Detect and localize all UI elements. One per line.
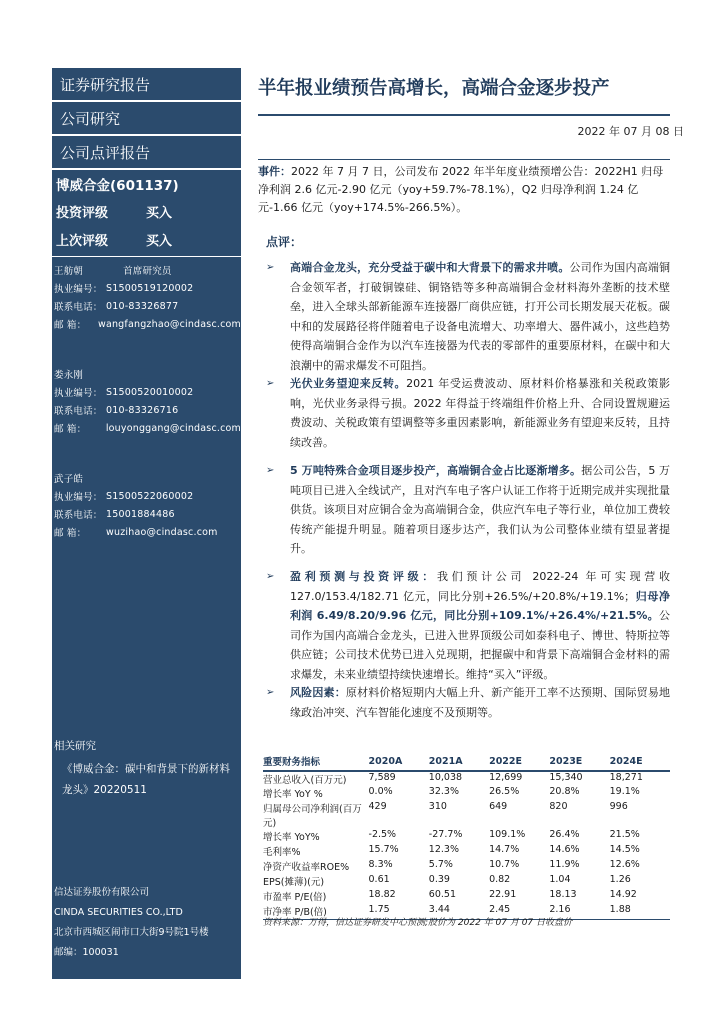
phone-label: 联系电话： — [54, 510, 103, 521]
prev-rating-value: 买入 — [146, 233, 173, 249]
bullet-text: 2021 年受运费波动、原材料价格暴涨和关税政策影响，光伏业务录得亏损。2022 年得益于终端组件价格上升、合同设置规避运费波动、关税政策有望调整等多重因素影响，新能源业务有望迎来反转，且持续改善。 — [290, 377, 670, 449]
arrow-bullet-icon: ➢ — [266, 262, 275, 273]
license-label: 执业编号： — [54, 388, 103, 399]
table-cell: 996 — [609, 801, 628, 812]
bullet-point — [266, 567, 670, 684]
report-type: 证券研究报告 — [52, 68, 241, 102]
table-cell: 1.26 — [609, 874, 631, 885]
title-divider — [258, 114, 670, 116]
table-header-row — [263, 752, 670, 771]
firm-zip: 邮编：100031 — [54, 947, 119, 958]
analyst-block — [52, 365, 241, 437]
analyst-name: 武子皓 — [54, 474, 84, 485]
column-header: 2022E — [489, 752, 549, 771]
table-row — [263, 874, 670, 889]
table-cell: 12,699 — [489, 772, 523, 783]
bullet-point — [266, 374, 670, 452]
arrow-bullet-icon: ➢ — [266, 687, 275, 698]
analyst-name: 王舫朝 — [54, 266, 84, 277]
rating-label: 投资评级 — [56, 205, 109, 221]
email-label: 邮 箱： — [54, 528, 87, 539]
analyst-phone: 010-83326877 — [106, 300, 179, 312]
analyst-license: S1500519120002 — [106, 282, 194, 294]
rating-value: 买入 — [146, 205, 173, 221]
event-label: 事件： — [258, 165, 291, 178]
comments-label: 点评： — [266, 235, 303, 249]
event-paragraph — [258, 163, 670, 217]
table-cell: 11.9% — [549, 859, 580, 870]
event-divider — [258, 159, 670, 160]
table-cell: 20.8% — [549, 786, 580, 797]
table-cell: 12.6% — [609, 859, 640, 870]
table-cell: -27.7% — [428, 829, 463, 840]
table-row — [263, 844, 670, 859]
bullet-point — [266, 683, 670, 722]
table-row — [263, 859, 670, 874]
table-cell: 649 — [489, 801, 508, 812]
analyst-email[interactable]: wuzihao@cindasc.com — [106, 526, 218, 538]
bullet-highlight: 5 万吨特殊合金项目逐步投产，高端铜合金占比逐渐增多。 — [290, 464, 582, 477]
license-label: 执业编号： — [54, 492, 103, 503]
column-header: 重要财务指标 — [263, 752, 369, 771]
table-cell: 8.3% — [368, 859, 393, 870]
analyst-name: 娄永刚 — [54, 370, 84, 381]
table-row — [263, 829, 670, 844]
table-cell: 820 — [549, 801, 568, 812]
table-cell: EPS(摊薄)(元) — [263, 877, 325, 888]
bullet-text: 据公司公告，5 万吨项目已进入全线试产，且对汽车电子客户认证工作将于近期完成并实现批量供货。该项目对应铜合金为高端铜合金，供应汽车电子等行业，单位加工费较传统产能提升明显。随着项目逐步达产，我们认为公司整体业绩有望显著提升。 — [290, 464, 671, 555]
analyst-license: S1500522060002 — [106, 490, 194, 502]
report-category: 公司研究 — [52, 102, 241, 136]
table-cell: 市净率 P/B(倍) — [263, 904, 369, 919]
bullet-text: 公司作为国内高端合金龙头，已进入世界顶级公司如泰科电子、博世、特斯拉等供应链；公司技术优势已进入兑现期，把握碳中和背景下高端铜合金材料的需求爆发，未来业绩望持续快速增长。维持“买入”评级。 — [290, 609, 670, 681]
analyst-license: S1500520010002 — [106, 386, 194, 398]
license-label: 执业编号： — [54, 284, 103, 295]
phone-label: 联系电话： — [54, 302, 103, 313]
report-subcategory: 公司点评报告 — [52, 136, 241, 170]
table-cell: 营业总收入(百万元) — [263, 775, 347, 786]
table-cell: 26.5% — [489, 786, 520, 797]
table-cell: 0.61 — [368, 874, 390, 885]
column-header: 2021A — [429, 752, 489, 771]
analyst-phone: 15001884486 — [106, 508, 175, 520]
bullet-point — [266, 461, 670, 559]
table-cell: 2.16 — [549, 904, 609, 919]
table-cell: 26.4% — [549, 829, 580, 840]
table-cell: 14.92 — [609, 889, 637, 900]
bullet-highlight: 归母净利润 6.49/8.20/9.96 亿元，同比分别+109.1%/+26.4%/+21.5%。 — [290, 589, 671, 622]
prev-rating-label: 上次评级 — [56, 233, 109, 249]
table-cell: 14.6% — [549, 844, 580, 855]
column-header: 2023E — [549, 752, 609, 771]
table-cell: 2.45 — [489, 904, 549, 919]
table-cell: 1.88 — [610, 904, 670, 919]
analyst-block — [52, 469, 241, 541]
table-cell: 净资产收益率ROE% — [263, 862, 350, 873]
table-row — [263, 786, 670, 801]
table-row — [263, 801, 670, 829]
table-cell: 归属母公司净利润(百万元) — [263, 804, 362, 829]
table-cell: 0.0% — [368, 786, 393, 797]
table-cell: 12.3% — [428, 844, 459, 855]
bullet-text: 公司作为国内高端铜合金领军者，打破铜镍硅、铜铬锆等多种高端铜合金材料海外垄断的技术壁垒，进入全球头部新能源车连接器厂商供应链，打开公司长期发展天花板。碳中和的发展路径将伴随着电子设备电流增大、功率增大、器件减小，这些趋势使得高端铜合金作为以汽车连接器为代表的零部件的重要原材料，在碳中和大浪潮中的需求爆发不可阻挡。 — [290, 261, 671, 372]
table-cell: 22.91 — [489, 889, 517, 900]
event-text: 2022 年 7 月 7 日，公司发布 2022 年半年度业绩预增公告：2022H1 归母净利润 2.6 亿元-2.90 亿元（yoy+59.7%-78.1%），Q2 归母净利润 1.24 亿元-1.66 亿元（yoy+174.5%-266.5%）。 — [258, 165, 664, 214]
table-cell: 18.13 — [549, 889, 577, 900]
financial-table — [263, 752, 670, 920]
sidebar-divider — [52, 256, 241, 257]
table-cell: 增长率 YoY % — [263, 789, 323, 800]
report-date: 2022 年 07 月 08 日 — [577, 125, 684, 138]
sidebar — [52, 68, 241, 979]
bullet-text: 原材料价格短期内大幅上升、新产能开工率不达预期、国际贸易地缘政治冲突、汽车智能化速度不及预期等。 — [290, 686, 671, 719]
column-header: 2024E — [610, 752, 670, 771]
table-cell: 3.44 — [429, 904, 489, 919]
table-cell: 18,271 — [609, 772, 643, 783]
table-cell: 毛利率% — [263, 847, 301, 858]
analyst-phone: 010-83326716 — [106, 404, 179, 416]
bullet-highlight: 盈利预测与投资评级： — [290, 570, 437, 583]
table-cell: 0.39 — [428, 874, 450, 885]
table-cell: 5.7% — [428, 859, 453, 870]
analyst-email[interactable]: louyonggang@cindasc.com — [105, 422, 241, 434]
related-research — [54, 736, 239, 801]
firm-address: 北京市西城区闹市口大街9号院1号楼 — [54, 927, 209, 938]
firm-info — [54, 883, 209, 963]
bullet-highlight: 光伏业务望迎来反转。 — [290, 377, 407, 390]
analyst-email[interactable]: wangfangzhao@cindasc.com — [97, 318, 241, 330]
column-header: 2020A — [369, 752, 429, 771]
table-cell: 14.7% — [489, 844, 520, 855]
page-title: 半年报业绩预告高增长，高端合金逐步投产 — [258, 78, 610, 99]
related-link[interactable]: 《博威合金：碳中和背景下的新材料龙头》20220511 — [62, 763, 230, 796]
table-cell: 19.1% — [609, 786, 640, 797]
table-cell: 7,589 — [368, 772, 396, 783]
table-row — [263, 771, 670, 786]
email-label: 邮 箱： — [54, 320, 87, 331]
table-cell: 32.3% — [428, 786, 459, 797]
rating-row — [52, 197, 241, 225]
table-cell: 429 — [368, 801, 387, 812]
bullet-highlight: 高端合金龙头，充分受益于碳中和大背景下的需求井喷。 — [290, 261, 570, 274]
firm-name: 信达证券股份有限公司 — [54, 887, 150, 898]
table-cell: 增长率 YoY% — [263, 832, 320, 843]
phone-label: 联系电话： — [54, 406, 103, 417]
data-source-note: 资料来源：万得，信达证券研发中心预测;股价为 2022 年 07 月 07 日收盘价 — [263, 918, 573, 928]
analyst-block — [52, 261, 241, 333]
table-cell: 109.1% — [489, 829, 526, 840]
bullet-point — [266, 258, 670, 375]
arrow-bullet-icon: ➢ — [266, 378, 275, 389]
table-cell: 10.7% — [489, 859, 520, 870]
table-cell: 21.5% — [609, 829, 640, 840]
prev-rating-row — [52, 225, 241, 253]
table-cell: 60.51 — [428, 889, 456, 900]
bullet-text: 我们预计公司 2022-24 年可实现营收 127.0/153.4/182.71 亿元，同比分别+26.5%/+20.8%/+19.1%； — [290, 570, 671, 603]
table-cell: -2.5% — [368, 829, 397, 840]
table-cell: 10,038 — [428, 772, 463, 783]
email-label: 邮 箱： — [54, 424, 87, 435]
table-cell: 310 — [428, 801, 447, 812]
table-cell: 15.7% — [368, 844, 399, 855]
table-cell: 15,340 — [549, 772, 583, 783]
table-cell: 18.82 — [368, 889, 396, 900]
table-cell: 0.82 — [489, 874, 511, 885]
table-cell: 1.04 — [549, 874, 571, 885]
table-cell: 14.5% — [609, 844, 640, 855]
firm-name-en: CINDA SECURITIES CO.,LTD — [54, 907, 183, 918]
stock-code: 博威合金(601137) — [56, 177, 179, 194]
analyst-title: 首席研究员 — [123, 266, 172, 277]
arrow-bullet-icon: ➢ — [266, 465, 275, 476]
table-row — [263, 889, 670, 904]
arrow-bullet-icon: ➢ — [266, 571, 275, 582]
table-cell: 市盈率 P/E(倍) — [263, 892, 327, 903]
related-title: 相关研究 — [54, 740, 96, 752]
bullet-highlight: 风险因素： — [290, 686, 346, 699]
table-cell: 1.75 — [369, 904, 429, 919]
